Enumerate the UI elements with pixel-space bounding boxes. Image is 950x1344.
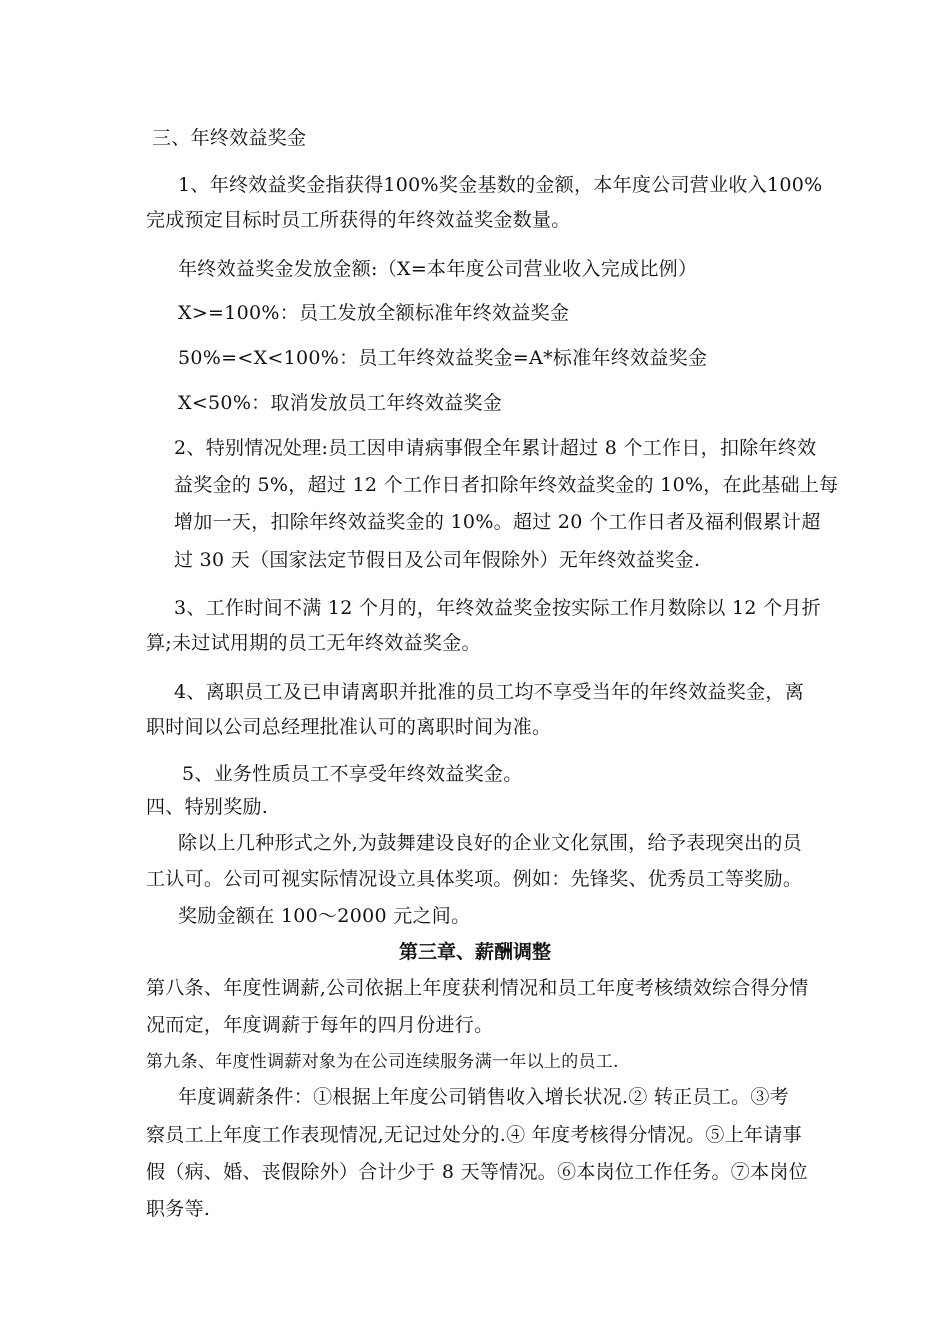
section-heading-year-end-bonus: 三、年终效益奖金 bbox=[152, 127, 307, 149]
paragraph-line: 5、业务性质员工不享受年终效益奖金。 bbox=[182, 763, 523, 785]
formula-intro: 年终效益奖金发放金额:（X=本年度公司营业收入完成比例） bbox=[178, 258, 698, 280]
paragraph-line: 假（病、婚、丧假除外）合计少于 8 天等情况。⑥本岗位工作任务。⑦本岗位 bbox=[146, 1161, 808, 1183]
paragraph-line: 奖励金额在 100～2000 元之间。 bbox=[178, 905, 471, 927]
formula-case-cancel: X<50%：取消发放员工年终效益奖金 bbox=[178, 392, 503, 414]
section-heading-special-award: 四、特别奖励. bbox=[146, 796, 269, 818]
paragraph-line: 职务等. bbox=[146, 1198, 211, 1220]
paragraph-line: 2、特别情况处理:员工因申请病事假全年累计超过 8 个工作日，扣除年终效 bbox=[174, 437, 817, 459]
paragraph-line: 工认可。公司可视实际情况设立具体奖项。例如：先锋奖、优秀员工等奖励。 bbox=[146, 868, 803, 890]
paragraph-line: 3、工作时间不满 12 个月的，年终效益奖金按实际工作月数除以 12 个月折 bbox=[174, 597, 822, 619]
article-line: 第九条、年度性调薪对象为在公司连续服务满一年以上的员工. bbox=[146, 1052, 619, 1072]
article-line: 况而定，年度调薪于每年的四月份进行。 bbox=[146, 1014, 494, 1036]
paragraph-line: 1、年终效益奖金指获得100%奖金基数的金额，本年度公司营业收入100% bbox=[178, 174, 823, 196]
paragraph-line: 过 30 天（国家法定节假日及公司年假除外）无年终效益奖金. bbox=[174, 549, 701, 571]
paragraph-line: 除以上几种形式之外,为鼓舞建设良好的企业文化氛围，给予表现突出的员 bbox=[178, 832, 802, 854]
chapter-title: 第三章、薪酬调整 bbox=[398, 941, 551, 963]
paragraph-line: 益奖金的 5%，超过 12 个工作日者扣除年终效益奖金的 10%，在此基础上每 bbox=[174, 474, 839, 496]
paragraph-line: 完成预定目标时员工所获得的年终效益奖金数量。 bbox=[146, 209, 571, 231]
article-line: 第八条、年度性调薪,公司依据上年度获利情况和员工年度考核绩效综合得分情 bbox=[146, 977, 809, 999]
paragraph-line: 察员工上年度工作表现情况,无记过处分的.④ 年度考核得分情况。⑤上年请事 bbox=[146, 1124, 802, 1146]
formula-case-partial: 50%=<X<100%：员工年终效益奖金=A*标准年终效益奖金 bbox=[178, 347, 708, 369]
paragraph-line: 职时间以公司总经理批准认可的离职时间为准。 bbox=[146, 716, 552, 738]
paragraph-line: 增加一天，扣除年终效益奖金的 10%。超过 20 个工作日者及福利假累计超 bbox=[174, 511, 821, 533]
paragraph-line: 算;未过试用期的员工无年终效益奖金。 bbox=[146, 632, 481, 654]
paragraph-line: 4、离职员工及已申请离职并批准的员工均不享受当年的年终效益奖金，离 bbox=[174, 681, 804, 703]
paragraph-line: 年度调薪条件：①根据上年度公司销售收入增长状况.② 转正员工。③考 bbox=[178, 1086, 789, 1108]
formula-case-full: X>=100%：员工发放全额标准年终效益奖金 bbox=[178, 302, 570, 324]
